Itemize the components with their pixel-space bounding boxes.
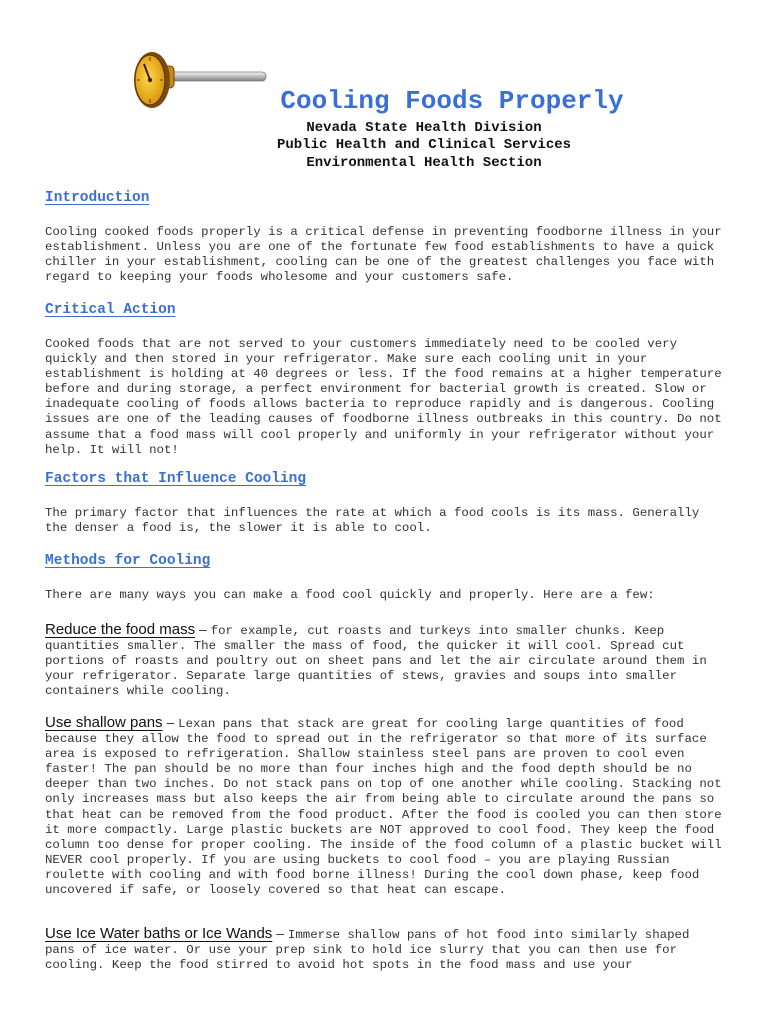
method-item-reduce-food-mass: Reduce the food mass – for example, cut roasts and turkeys into smaller chunks. Keep quantities smaller. The smaller the mass of food, the quicker it will cool. Spread cut portions of roasts and poultry out on sheet pans and let the air circulate around them in your refrigerator. Separate large quantities of stews, gravies and soups into smaller containers while cooling. <box>45 621 707 699</box>
subtitle-line-3: Environmental Health Section <box>306 155 542 171</box>
factors-paragraph: The primary factor that influences the rate at which a food cools is its mass. Generally the denser a food is, the slower it is able to cool. <box>45 506 700 536</box>
section-heading-methods: Methods for Cooling <box>45 553 211 569</box>
method-item-text: Immerse shallow pans of hot food into similarly shaped pans of ice water. Or use your prep sink to hold ice slurry that you can then use for cooling. Keep the food stirred to avoid hot spots in the food mass and use your <box>45 928 690 973</box>
method-item-title: Use shallow pans <box>45 714 163 731</box>
method-item-title: Use Ice Water baths or Ice Wands <box>45 925 273 942</box>
subtitle-line-1: Nevada State Health Division <box>306 120 542 136</box>
critical-action-paragraph: Cooked foods that are not served to your customers immediately need to be cooled very quickly and then stored in your refrigerator. Make sure each cooling unit in your establishment is holding at 40 degrees or less. If the food remains at a higher temperature before and during storage, a perfect environment for bacterial growth is created. Slow or inadequate cooling of foods allows bacteria to reproduce rapidly and is dangerous. Cooling issues are one of the leading causes of foodborne illness outbreaks in this country. Do not assume that a food mass will cool properly and uniformly in your refrigerator without your help. It will not! <box>45 337 722 457</box>
introduction-paragraph: Cooling cooked foods properly is a critical defense in preventing foodborne illness in your establishment. Unless you are one of the fortunate few food establishments to have a quick chiller in your establishment, cooling can be one of the greatest challenges you face with regard to keeping your foods wholesome and your customers safe. <box>45 225 722 285</box>
section-heading-introduction: Introduction <box>45 190 150 206</box>
methods-intro-paragraph: There are many ways you can make a food cool quickly and properly. Here are a few: <box>45 588 655 602</box>
document-title: Cooling Foods Properly <box>280 86 624 116</box>
section-heading-factors: Factors that Influence Cooling <box>45 471 307 487</box>
section-heading-critical-action: Critical Action <box>45 302 176 318</box>
method-item-text: for example, cut roasts and turkeys into smaller chunks. Keep quantities smaller. The smaller the mass of food, the quicker it will cool. Spread cut portions of roasts and poultry out on sheet pans and let the air circulate around them in your refrigerator. Separate large quantities of stews, gravies and soups into smaller containers while cooling. <box>45 624 707 699</box>
method-item-text: Lexan pans that stack are great for cooling large quantities of food because they allow the food to spread out in the refrigerator so that more of its surface area is exposed to refrigeration. Shallow stainless steel pans are proven to cool even faster! The pan should be no more than four inches high and the food depth should be no deeper than two inches. Do not stack pans on top of one another while cooling. Stacking not only increases mass but also keeps the air from being able to circulate around the pans so that heat can be removed from the food product. After the food is cooled you can then store it more compactly. Large plastic buckets are NOT approved to cool food. They keep the food column too dense for proper cooling. The inside of the food column of a plastic bucket will NEVER cool properly. If you are using buckets to cool food – you are playing Russian roulette with cooling and with food borne illness! During the cool down phase, keep food uncovered if safe, or loosely covered so that heat can escape. <box>45 717 722 898</box>
method-item-shallow-pans: Use shallow pans – Lexan pans that stack are great for cooling large quantities of food because they allow the food to spread out in the refrigerator so that more of its surface area is exposed to refrigeration. Shallow stainless steel pans are proven to cool even faster! The pan should be no more than four inches high and the food depth should be no deeper than two inches. Do not stack pans on top of one another while cooling. Stacking not only increases mass but also keeps the air from being able to circulate around the pans so that heat can be removed from the food product. After the food is cooled you can then store it more compactly. Large plastic buckets are NOT approved to cool food. They keep the food column too dense for proper cooling. The inside of the food column of a plastic bucket will NEVER cool properly. If you are using buckets to cool food – you are playing Russian roulette with cooling and with food borne illness! During the cool down phase, keep food uncovered if safe, or loosely covered so that heat can escape. <box>45 714 722 898</box>
subtitle-line-2: Public Health and Clinical Services <box>276 137 572 153</box>
method-item-ice-water-baths: Use Ice Water baths or Ice Wands – Immerse shallow pans of hot food into similarly shaped pans of ice water. Or use your prep sink to hold ice slurry that you can then use for cooling. Keep the food stirred to avoid hot spots in the food mass and use your <box>45 925 690 973</box>
method-item-title: Reduce the food mass <box>45 621 196 638</box>
